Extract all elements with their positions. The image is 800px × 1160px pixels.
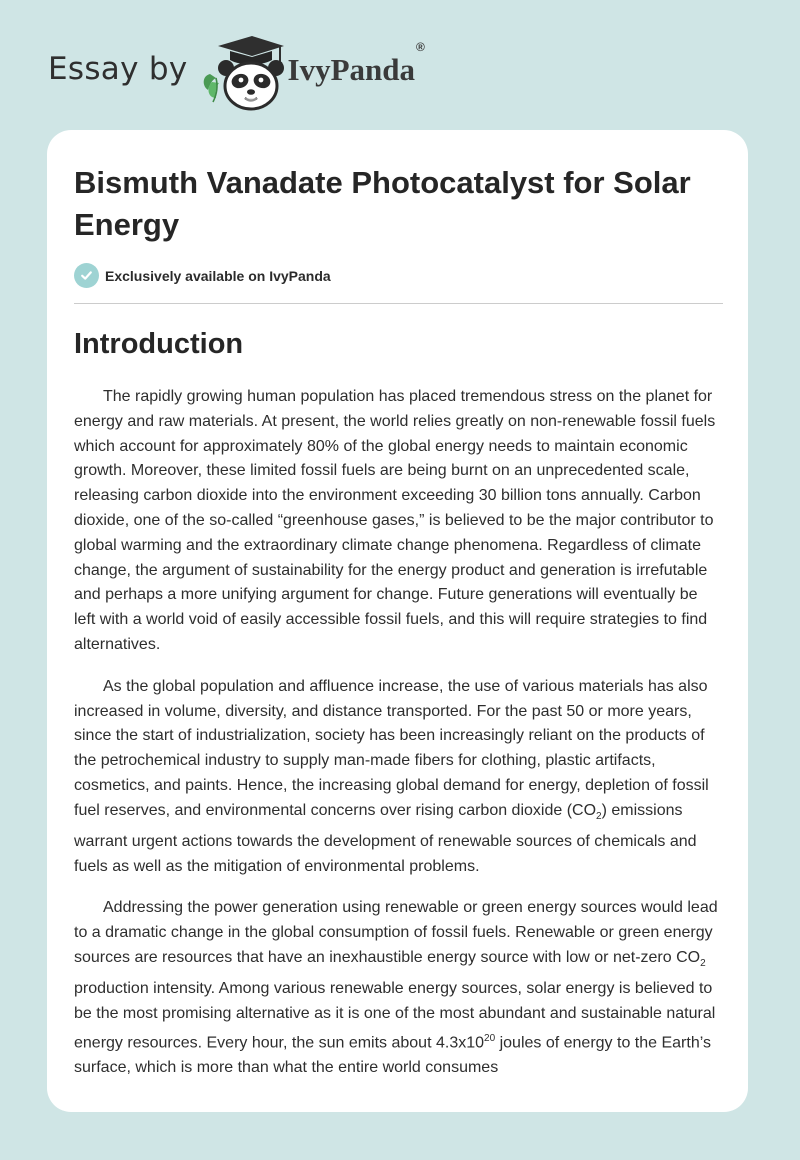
paragraph-3-text-b: production intensity. Among various renewable energy sources, solar energy is believed to be the most promising alternative as it is one of the most abundant and sustainable natural energy resources. Every hour, the sun emits about 4.3x10 — [74, 979, 716, 1051]
brand-name — [287, 40, 425, 88]
paragraph-1 — [74, 385, 723, 658]
essay-card — [47, 130, 748, 1112]
brand-name-text: IvyPanda — [287, 52, 415, 87]
essay-by-label: Essay by — [48, 51, 188, 87]
paragraph-3 — [74, 896, 723, 1080]
paragraph-1-text: The rapidly growing human population has placed tremendous stress on the planet for energy and raw materials. At present, the world relies greatly on non-renewable fossil fuels which account for approximately 80% of the global energy needs to maintain economic growth. Moreover, these limited fossil fuels are being burnt on an unprecedented scale, releasing carbon dioxide into the environment exceeding 30 billion tons annually. Carbon dioxide, one of the so-called “greenhouse gases,” is believed to be the major contributor to global warming and the extraordinary climate change phenomena. Regardless of climate change, the argument of sustainability for the energy product and generation is irrefutable and perhaps a more unifying argument for change. Future generations will eventually be left with a world void of easily accessible fossil fuels, and this will require strategies to find alternatives. — [74, 388, 716, 653]
essay-title: Bismuth Vanadate Photocatalyst for Solar Energy — [74, 165, 691, 242]
ivy-leaf-icon — [203, 74, 218, 102]
paragraph-2-text-a: As the global population and affluence increase, the use of various materials has also increased in volume, diversity, and distance transported. For the past 50 or more years, since the start of industrialization, society has been increasingly reliant on the products of the petrochemical industry to supply man-made fibers for clothing, plastic artifacts, cosmetics, and paints. Hence, the increasing global demand for energy, depletion of fossil fuel reserves, and environmental concerns over rising carbon dioxide (CO — [74, 677, 709, 819]
paragraph-2-text-b: ) emissions warrant urgent actions towards the development of renewable sources of chemicals and fuels as well as the mitigation of environmental problems. — [74, 801, 697, 875]
paragraph-2 — [74, 675, 723, 880]
co2-subscript: 2 — [596, 810, 602, 822]
essay-body — [74, 385, 723, 1097]
divider — [74, 303, 723, 304]
panda-graduate-logo-icon[interactable] — [200, 32, 286, 112]
site-header — [48, 32, 425, 112]
exponent-superscript: 20 — [484, 1032, 496, 1044]
paragraph-3-text-c: joules of energy to the Earth’s surface, which is more than what the entire world consumes — [74, 1033, 711, 1076]
exclusive-badge — [74, 263, 331, 288]
exclusive-text: Exclusively available on IvyPanda — [105, 267, 331, 284]
check-icon — [74, 263, 99, 288]
paragraph-3-text-a: Addressing the power generation using renewable or green energy sources would lead to a dramatic change in the global consumption of fossil fuels. Renewable or green energy sources are resources that have an inexhaustible energy source with low or net-zero CO — [74, 899, 718, 966]
registered-mark: ® — [416, 40, 425, 54]
section-heading: Introduction — [74, 328, 244, 360]
co2-subscript: 2 — [700, 958, 706, 970]
